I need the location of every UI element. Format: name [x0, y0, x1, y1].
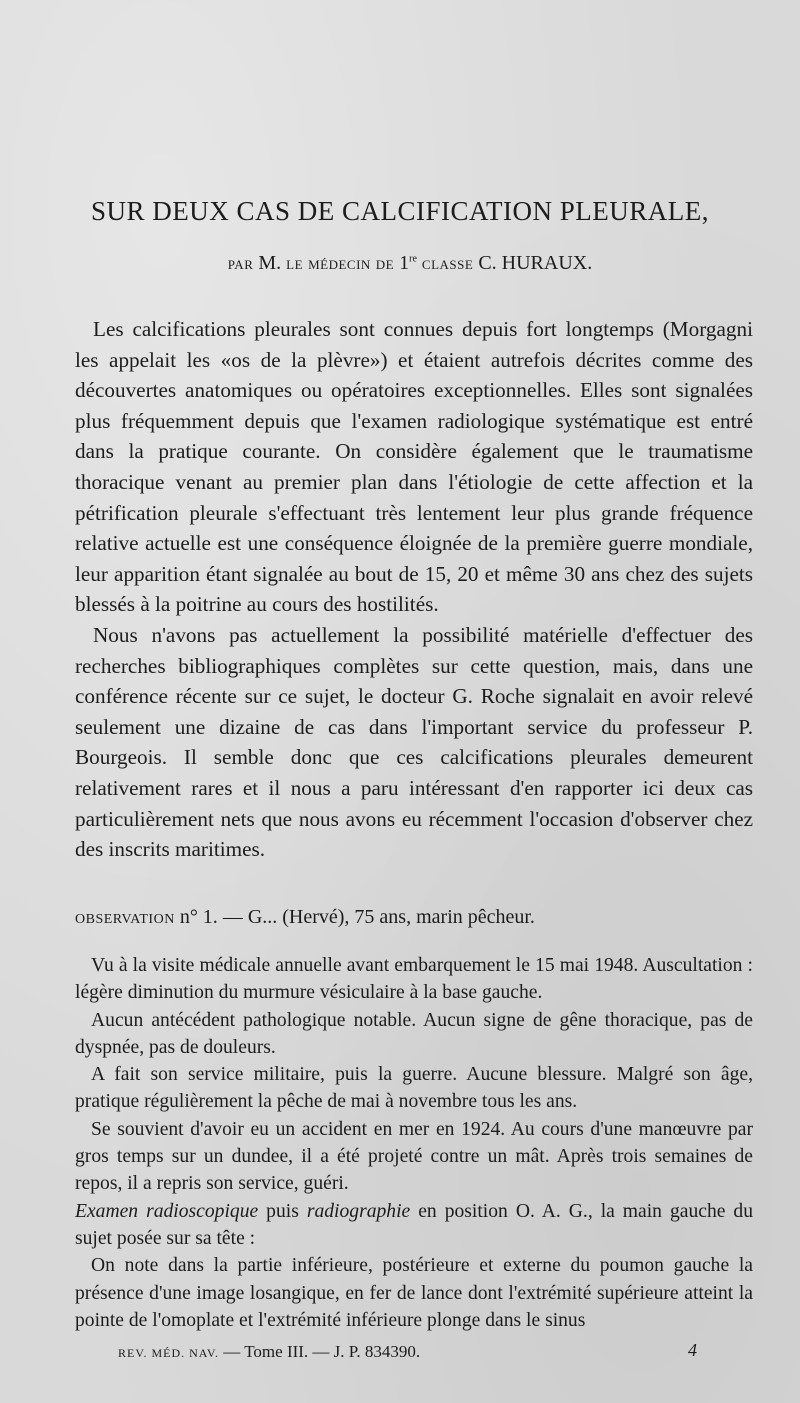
- intro-paragraph-2: Nous n'avons pas actuellement la possibilité matérielle d'effectuer des recherches bibliographiques complètes sur cette question, mais, dans une conférence récente sur ce sujet, le docteur G. Roche signalait en avoir relevé seulement une dizaine de cas dans l'important service du professeur P. Bourgeois. Il semble donc que ces calcifications pleurales demeurent relativement rares et il nous a paru intéressant d'en rapporter ici deux cas particulièrement nets que nous avons eu récemment l'occasion d'observer chez des inscrits maritimes.: [75, 622, 753, 862]
- exam-italic-1: Examen radioscopique: [75, 1200, 259, 1222]
- exam-plain-1: puis: [266, 1200, 299, 1222]
- observation-paragraph-3: A fait son service militaire, puis la guerre. Aucune blessure. Malgré son âge, pratique régulièrement la pêche de mai à novembre tous les ans.: [75, 1064, 753, 1113]
- observation-body: [75, 952, 753, 1334]
- intro-text: [75, 314, 753, 865]
- observation-exam: [75, 1198, 753, 1253]
- byline-rank: [399, 252, 417, 274]
- byline-rank-sup: re: [409, 253, 417, 265]
- exam-italic-2: radiographie: [306, 1200, 411, 1222]
- observation-heading-rest: — G... (Hervé), 75 ans, marin pêcheur.: [222, 906, 535, 928]
- byline-medecin: MÉDECIN: [308, 257, 371, 272]
- observation-label: OBSERVATION: [75, 912, 175, 927]
- page-number: 4: [688, 1340, 697, 1360]
- article-title: SUR DEUX CAS DE CALCIFICATION PLEURALE,: [90, 196, 710, 226]
- byline-classe: CLASSE: [421, 257, 474, 272]
- exam-plain-2: en position O. A. G., la main gauche du sujet posée sur sa tête :: [75, 1200, 753, 1249]
- article-byline: [0, 252, 800, 275]
- intro-paragraph-1: Les calcifications pleurales sont connues depuis fort longtemps (Morgagni les appelait les «os de la plèvre») et étaient autrefois décrites comme des découvertes anatomiques ou opératoires exceptionnelles. Elles sont signalées plus fréquemment depuis que l'examen radiologique systématique est entré dans la pratique courante. On considère également que le traumatisme thoracique venant au premier plan dans l'étiologie de cette affection et la pétrification pleurale s'effectuant très lentement leur plus grande fréquence relative actuelle est une conséquence éloignée de la première guerre mondiale, leur apparition étant signalée au bout de 15, 20 et même 30 ans chez des sujets blessés à la poitrine au cours des hostilités.: [75, 317, 753, 617]
- byline-rank-num: 1: [399, 252, 410, 274]
- byline-de: DE: [375, 257, 395, 272]
- observation-heading: [75, 903, 753, 934]
- observation-paragraph-2: Aucun antécédent pathologique notable. Aucun signe de gêne thoracique, pas de dyspnée, pas de douleurs.: [75, 1009, 753, 1058]
- footer-journal: REV. MÉD. NAV.: [118, 1346, 220, 1360]
- observation-paragraph-4: Se souvient d'avoir eu un accident en mer en 1924. Au cours d'une manœuvre par gros temps sur un dundee, il a été projeté contre un mât. Après trois semaines de repos, il a repris son service, guéri.: [75, 1118, 753, 1195]
- observation-paragraph-1: Vu à la visite médicale annuelle avant embarquement le 15 mai 1948. Auscultation : légère diminution du murmure vésiculaire à la base gauche.: [75, 955, 753, 1004]
- byline-par: PAR: [227, 257, 254, 272]
- observation-number: n° 1.: [179, 906, 218, 928]
- byline-m: M.: [258, 252, 282, 274]
- byline-author: C. HURAUX.: [478, 252, 593, 274]
- byline-le: LE: [286, 257, 304, 272]
- footer-rest: — Tome III. — J. P. 834390.: [223, 1342, 421, 1361]
- observation-paragraph-6: On note dans la partie inférieure, postérieure et externe du poumon gauche la présence d'une image losangique, en fer de lance dont l'extrémité supérieure atteint la pointe de l'omoplate et l'extrémité inférieure plonge dans le sinus: [75, 1255, 753, 1331]
- page-footer: [118, 1342, 420, 1362]
